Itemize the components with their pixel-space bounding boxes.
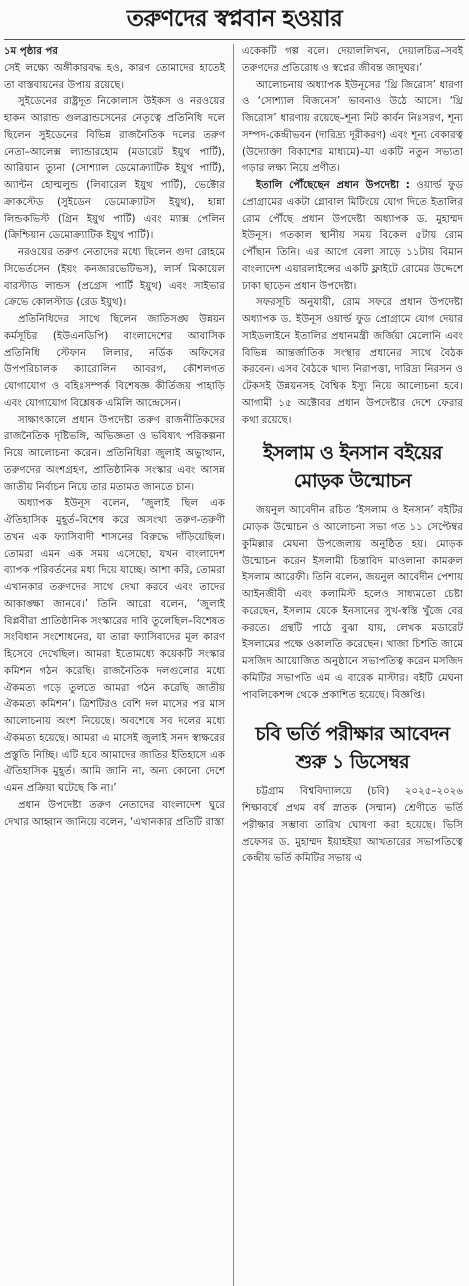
left-paragraph-4: প্রতিনিধিদের সাথে ছিলেন জাতিসঙ্ঘ উন্নয়ন কর্মসূচির (ইউএনডিপি) বাংলাদেশের আবাসিক প্রতিনিধি স্টেফান লিলার, নর্ডিক অফিসের উপপরিচালক ক্যারোলিন আবরগ, কৌশলগত যোগাযোগ ও বহিঃসম্পর্ক বিশেষজ্ঞ কীর্তিজয় পাহাড়ি এবং যোগাযোগ বিশ্লেষক এমিলি আন্দ্রেসেন। [4,314,225,409]
left-paragraph-2: সুইডেনের রাষ্ট্রদূত নিকোলাস উইকস ও নরওয়ের হাকন আরান্ড গুলব্রান্ডসেনের নেতৃত্বে প্রতিনিধি দলে ছিলেন সুইডেনের বিভিন্ন রাজনৈতিক দলের তরুণ নেতা–আলেক্স ল্যান্ডারহোম (মডারেট ইয়ুথ পার্টি), আরিয়ান ত্যুনা (সোশ্যাল ডেমোক্র্যাটিক ইয়ুথ পার্টি), অ্যান্টন হোল্মলুন্ড (লিবারেল ইয়ুথ পার্টি), ভেক্টোর ক্রাকস্টেড (সুইডেন ডেমোক্র্যাটস ইয়ুথ), হান্না লিন্ডকভিস্ট (গ্রিন ইয়ুথ পার্টি) এবং ম্যাক্স পেলিন (ক্রিশ্চিয়ান ডেমোক্র্যাটিক ইয়ুথ পার্টি)। [4,96,225,242]
rome-subhead: ইতালি পৌঁছেছেন প্রধান উপদেষ্টা : [256,180,410,191]
main-headline: তরুণদের স্বপ্নবান হওয়ার [126,6,343,32]
left-paragraph-5: সাক্ষাৎকালে প্রধান উপদেষ্টা তরুণ রাজনীতিকদের রাজনৈতিক দৃষ্টিভঙ্গি, অভিজ্ঞতা ও ভবিষ্যৎ পরিকল্পনা নিয়ে আলোচনা করেন। প্রতিনিধিরা জুলাই অভ্যুত্থান, তরুণদের অংশগ্রহণ, প্রাতিষ্ঠানিক সংস্কার এবং আসন্ন জাতীয় নির্বাচন নিয়ে তার মতামত জানতে চান। [4,414,225,493]
rome-text: ওয়ার্ল্ড ফুড প্রোগ্রামের একটা গ্লোবাল মিটিংয়ে যোগ দিতে ইতালির রোম পৌঁছে প্রধান উপদেষ্টা অধ্যাপক ড. মুহাম্মদ ইউনূস। গতকাল স্থানীয় সময় বিকেল ৫টায় রোম পৌঁছান তিনি। এর আগে বেলা সাড়ে ১১টায় বিমান বাংলাদেশ এয়ারলাইন্সের একটি ফ্লাইটে রোমের উদ্দেশে ঢাকা ছাড়েন প্রধান উপদেষ্টা। [242,180,463,292]
book-paragraph: জয়নুল আবেদীন রচিত ‘ইসলাম ও ইনসান’ বইটির মোড়ক উন্মোচন ও আলোচনা সভা গত ১১ সেপ্টেম্বর কুমিল্লার মেঘনা উপজেলায় অনুষ্ঠিত হয়। মোড়ক উন্মোচন করেন ইসলামী চিন্তাবিদ মাওলানা কামরুল ইসলাম আরেফী। তিনি বলেন, জয়নুল আবেদীন পেশায় আইনজীবী এবং কলামিস্ট হলেও সাধ্যমতো চেষ্টা করেছেন, ইসলাম যেকে ইনসানের সুখ-স্বস্তি খুঁজে বের করতে। গ্রন্থটি পাঠে বুঝা যায়, লেখক মডারেট ইসলামের পক্ষে ওকালতি করেছেন। খাজা চিশতি জামে মসজিদ আয়োজিত অনুষ্ঠানে সভাপতিত্ব করেন মসজিদ কমিটির সভাপতি এম এ বারেক মাস্টার। বইটি মেঘনা পাবলিকেশন্স থেকে প্রকাশিত হয়েছে। বিজ্ঞপ্তি। [242,505,463,701]
left-column [4,44,225,831]
continued-paragraph [4,44,225,94]
continued-label: ১ম পৃষ্ঠার পর [4,46,58,57]
headline-rule [4,39,465,40]
book-headline: ইসলাম ও ইনসান বইয়ের মোড়ক উন্মোচন [263,442,442,493]
left-paragraph-1: সেই লক্ষ্যে অঙ্গীকারবদ্ধ হও, কারণ তোমাদের হাতেই তা বাস্তবায়নের উপায় রয়েছে। [4,62,225,91]
right-paragraph-2: আলোচনায় অধ্যাপক ইউনূসের ‘থ্রি জিরোস’ ধারণা ও ‘সোশ্যাল বিজনেস’ ভাবনাও উঠে আসে। ‘থ্রি জিরোস’ ধারণায় রয়েছে–শূন্য নিট কার্বন নিঃসরণ, শূন্য সম্পদ-কেন্দ্রীভবন (দারিদ্র্য দূরীকরণ) এবং শূন্য বেকারত্ব (উদ্যোক্তা বিকাশের মাধ্যমে)–যা একটি নতুন সভ্যতা গড়ার লক্ষ্য নিয়ে প্রণীত। [242,79,463,175]
right-column [242,44,463,868]
rome-paragraph-2: সফরসূচি অনুযায়ী, রোম সফরে প্রধান উপদেষ্টা অধ্যাপক ড. ইউনূস ওয়ার্ল্ড ফুড প্রোগ্রামে যোগ দেয়ার সাইডলাইনে ইতালির প্রধানমন্ত্রী জর্জিয়া মেলোনি এবং বিভিন্ন আন্তর্জাতিক সংস্থার প্রধানের সাথে বৈঠক করবেন। এসব বৈঠকে খাদ্য নিরাপত্তা, দারিদ্র্য নিরসন ও টেকসই উন্নয়নসহ বৈশ্বিক ইস্যু নিয়ে আলোচনা হবে। আগামী ১৫ অক্টোবর প্রধান উপদেষ্টার দেশে ফেরার কথা রয়েছে। [242,297,463,426]
exam-headline: চবি ভর্তি পরীক্ষার আবেদন শুরু ১ ডিসেম্বর [255,723,450,774]
left-paragraph-3: নরওয়ের তরুণ নেতাদের মধ্যে ছিলেন গুদা রোহমে সিভের্তসেন (ইয়ং কনজারভেটিভস), লার্স মিকায়েল বারস্টাড লান্ডস (প্রগ্রেস পার্টি ইয়ুথ) এবং সাইভার ক্রেভে কোলস্টাড (রেড ইয়ুথ)। [4,247,225,309]
left-paragraph-6: অধ্যাপক ইউনূস বলেন, ‘জুলাই ছিল এক ঐতিহাসিক মুহূর্ত–বিশেষ করে অসংখ্য তরুণ-তরুণী তখন এক ফ্যাসিবাদী শাসনের বিরুদ্ধে দাঁড়িয়েছিল। তোমরা এমন এক সময় এসেছো, যখন বাংলাদেশ ব্যাপক পরিবর্তনের মধ্য দিয়ে যাচ্ছে। আশা করি, তোমরা এখানকার তরুণদের সাথে দেখা করবে এবং তাদের আকাঙ্ক্ষা জানবে।’ তিনি আরো বলেন, ‘জুলাই বিপ্লবীরা প্রাতিষ্ঠানিক সংস্কারের দাবি তুলেছিল–বিশেষত সংবিধান সংশোধনের, যা তারা ফ্যাসিবাদের মূল কারণ হিসেবে দেখেছিল। আমরা ইতোমধ্যে কয়েকটি সংস্কার কমিশন গঠন করেছি। রাজনৈতিক দলগুলোর মধ্যে ঐকমত্য গড়ে তুলতে আমরা গঠন করেছি জাতীয় ঐকমত্য কমিশন’। ত্রিশটিরও বেশি দল মাসের পর মাস আলোচনায় অংশ নিয়েছে। অবশেষে সব দলের মধ্যে ঐকমত্য হয়েছে। আমরা এ মাসেই জুলাই সনদ স্বাক্ষরের প্রস্তুতি নিচ্ছি। এটি হবে আমাদের জাতির ইতিহাসে এক ঐতিহাসিক মুহূর্ত। আমি জানি না, অন্য কোনো দেশে এমন প্রক্রিয়া ঘটেছে কি না।’ [4,498,225,794]
exam-paragraph: চট্টগ্রাম বিশ্ববিদ্যালয়ে (চবি) ২০২৫–২০২৬ শিক্ষাবর্ষে প্রথম বর্ষ স্নাতক (সম্মান) শ্রেণীতে ভর্তি পরীক্ষার সম্ভাব্য তারিখ ঘোষণা করা হয়েছে। ভিসি প্রফেসর ড. মুহাম্মদ ইয়াহইয়া আখতারের সভাপতিত্বে কেন্দ্রীয় ভর্তি কমিটির সভায় এ [242,786,463,865]
right-paragraph-1: একেকটি গল্প বলে। দেয়াললিখন, দেয়ালচিত্র–সবই তরুণদের প্রতিরোধ ও স্বপ্নের জীবন্ত জাদুঘর।’ [242,46,463,74]
left-paragraph-7: প্রধান উপদেষ্টা তরুণ নেতাদের বাংলাদেশ ঘুরে দেখার আহ্বান জানিয়ে বলেন, ‘এখানকার প্রতিটি রাস্তা [4,799,225,828]
column-divider [233,44,234,1286]
rome-paragraph [242,178,463,295]
